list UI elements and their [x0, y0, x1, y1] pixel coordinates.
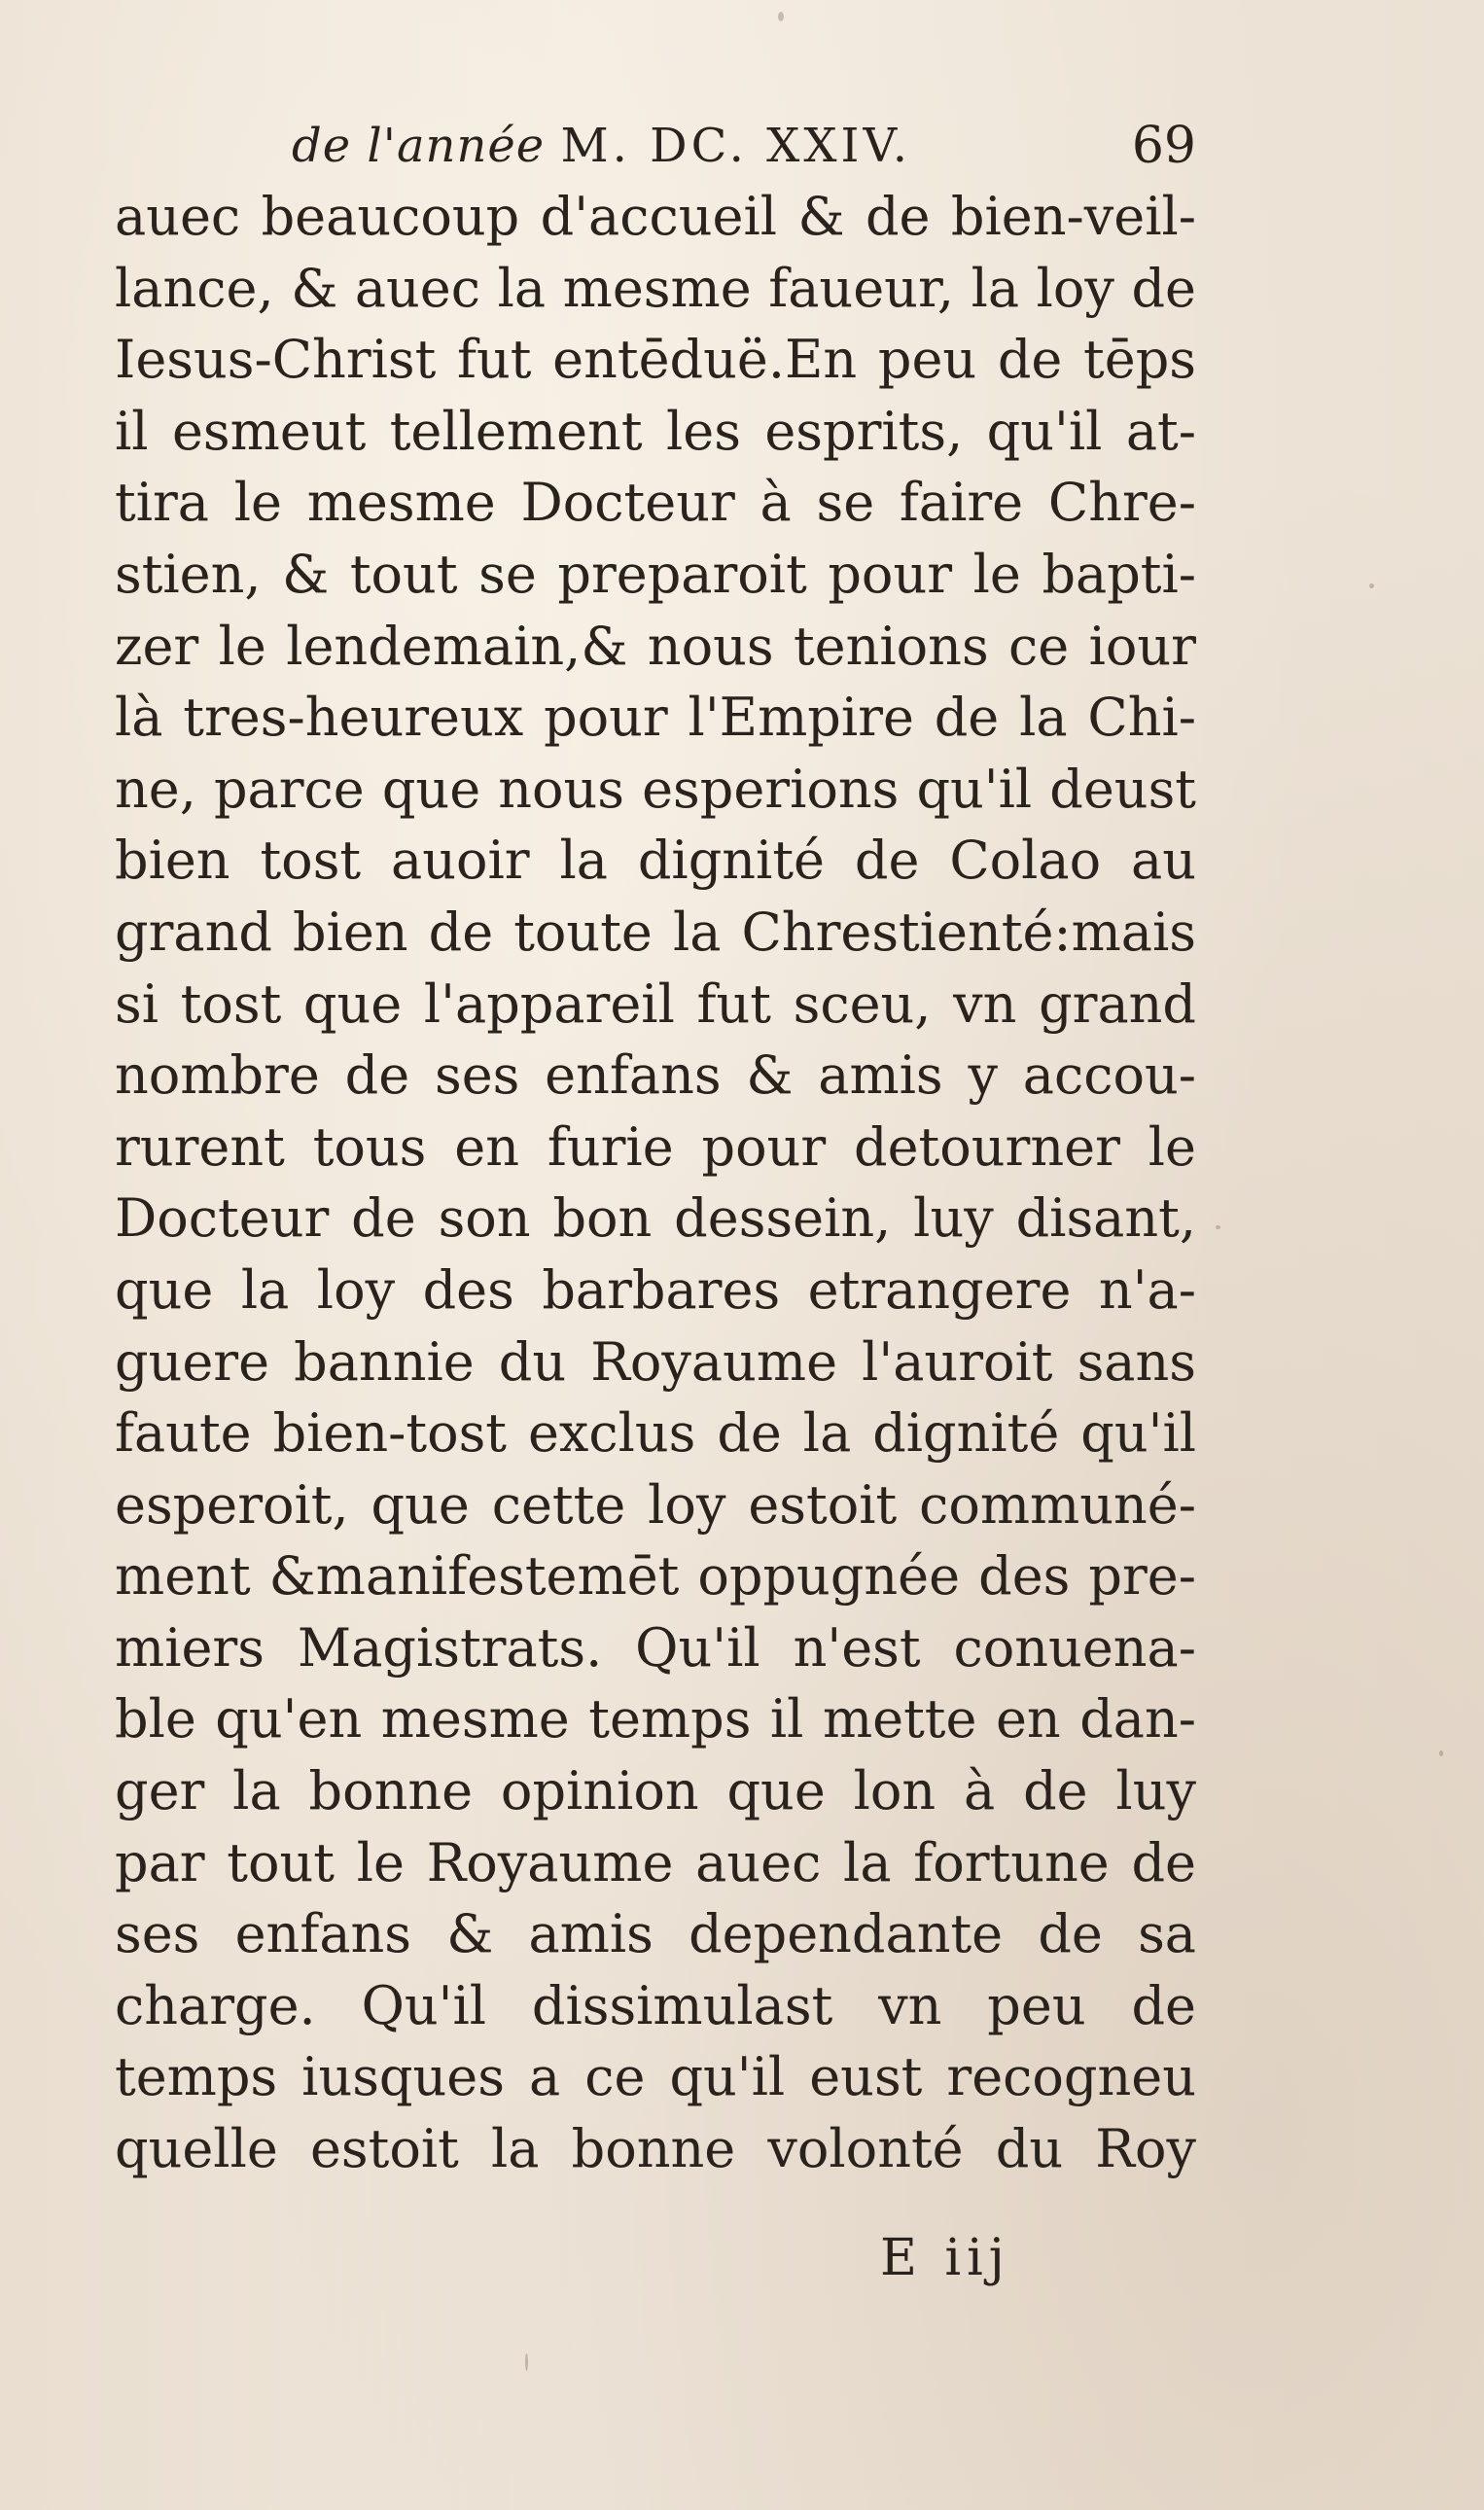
text-line: là tres-heureux pour l'Empire de la Chi- — [115, 687, 1196, 749]
body-text — [115, 181, 1196, 2185]
text-line: lance, & auec la mesme faueur, la loy de — [115, 257, 1196, 319]
text-line: auec beaucoup d'accueil & de bien-veil- — [115, 186, 1196, 247]
text-line: stien, & tout se preparoit pour le bapti- — [115, 543, 1196, 605]
text-line: guere bannie du Royaume l'auroit sans — [115, 1330, 1196, 1393]
page-number: 69 — [1131, 117, 1196, 175]
text-line: il esmeut tellement les esprits, qu'il at- — [115, 400, 1196, 462]
text-line: par tout le Royaume auec la fortune de — [115, 1831, 1196, 1893]
text-line: temps iusques a ce qu'il eust recogneu — [115, 2046, 1196, 2108]
running-head-prefix: de l'année — [292, 119, 546, 173]
page-header — [292, 111, 1196, 181]
text-line: grand bien de toute la Chrestienté:mais — [115, 901, 1196, 963]
text-line: si tost que l'appareil fut sceu, vn grand — [115, 972, 1196, 1035]
text-line: nombre de ses enfans & amis y accou- — [115, 1044, 1196, 1107]
text-line: faute bien-tost exclus de la dignité qu'il — [115, 1402, 1196, 1465]
text-line: tira le mesme Docteur à se faire Chre- — [115, 472, 1196, 534]
running-head-year: M. DC. XXIV. — [560, 119, 911, 173]
text-line: zer le lendemain,& nous tenions ce iour — [115, 615, 1196, 677]
text-line: Iesus-Christ fut entēduë.En peu de tēps — [115, 329, 1196, 391]
text-line: quelle estoit la bonne volonté du Roy — [115, 2118, 1196, 2180]
text-line: bien tost auoir la dignité de Colao au — [115, 830, 1196, 892]
text-line: charge. Qu'il dissimulast vn peu de — [115, 1974, 1196, 2036]
paper-speck — [525, 2353, 528, 2371]
text-line: miers Magistrats. Qu'il n'est conuena- — [115, 1616, 1196, 1679]
text-line: esperoit, que cette loy estoit communé- — [115, 1473, 1196, 1536]
text-line: que la loy des barbares etrangere n'a- — [115, 1258, 1196, 1321]
signature-mark: E iij — [880, 2229, 1010, 2287]
text-line: ble qu'en mesme temps il mette en dan- — [115, 1688, 1196, 1750]
text-line: rurent tous en furie pour detourner le — [115, 1115, 1196, 1178]
paper-speck — [778, 12, 784, 21]
text-line: ger la bonne opinion que lon à de luy — [115, 1760, 1196, 1822]
text-line: ment &manifestemēt oppugnée des pre- — [115, 1545, 1196, 1608]
text-line: ne, parce que nous esperions qu'il deust — [115, 758, 1196, 820]
text-line: ses enfans & amis dependante de sa — [115, 1903, 1196, 1965]
running-head — [292, 111, 911, 181]
paper-speck — [1369, 583, 1374, 588]
paper-speck — [1439, 1750, 1443, 1756]
text-line: Docteur de son bon dessein, luy disant, — [115, 1187, 1196, 1250]
paper-speck — [1216, 1225, 1220, 1229]
